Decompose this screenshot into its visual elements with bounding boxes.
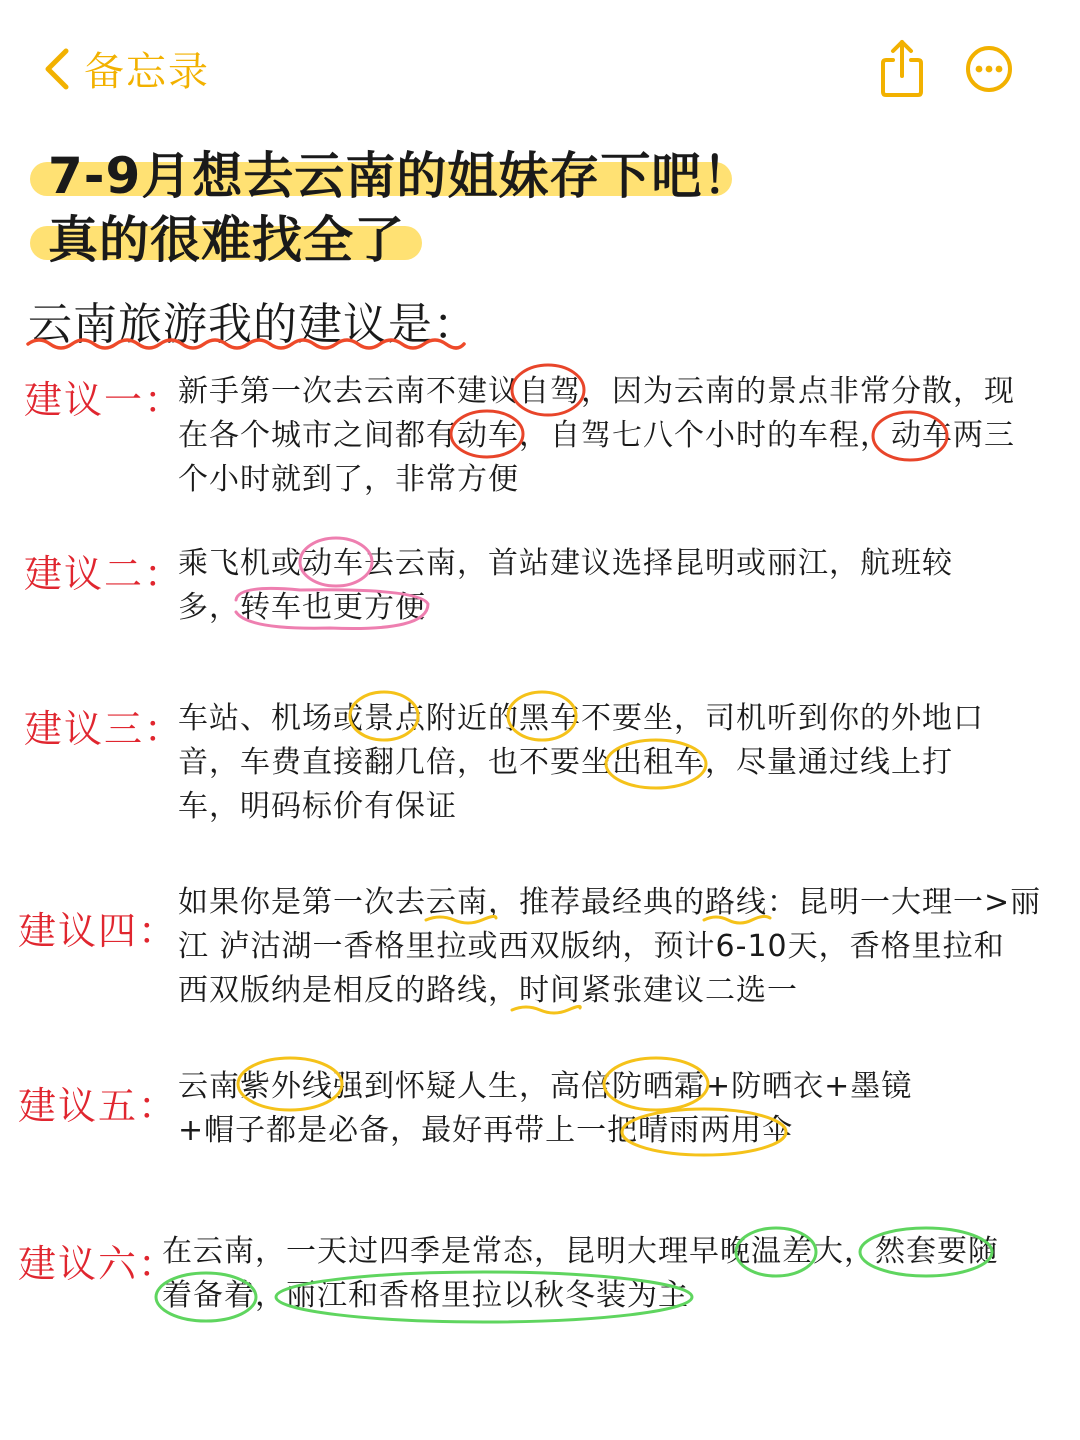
tip-3-line-3: 车，明码标价有保证 xyxy=(178,789,457,824)
more-icon[interactable] xyxy=(964,44,1014,94)
tip-label-4: 建议四： xyxy=(18,909,179,953)
tip-6-line-2: 着备着，丽江和香格里拉以秋冬装为主 xyxy=(162,1278,689,1313)
tip-label-6: 建议六： xyxy=(18,1242,179,1286)
tip-1-line-1: 新手第一次去云南不建议自驾，因为云南的景点非常分散，现 xyxy=(178,374,1015,409)
title-line-1: 7-9月想去云南的姐妹存下吧！ xyxy=(48,147,754,205)
tip-4-line-2: 江 泸沽湖一香格里拉或西双版纳，预计6-10天，香格里拉和 xyxy=(178,929,1005,964)
tip-body-6 xyxy=(162,1230,999,1318)
share-icon[interactable] xyxy=(878,38,926,98)
tip-body-3 xyxy=(178,697,984,829)
tip-label-2: 建议二： xyxy=(24,552,185,596)
tip-5-line-2: +帽子都是必备，最好再带上一把晴雨两用伞 xyxy=(178,1113,794,1148)
tip-1-line-3: 个小时就到了，非常方便 xyxy=(178,462,519,497)
tip-3-line-2: 音，车费直接翻几倍，也不要坐出租车，尽量通过线上打 xyxy=(178,745,953,780)
back-button[interactable] xyxy=(40,40,210,97)
tip-label-1: 建议一： xyxy=(24,378,185,422)
tip-label-5: 建议五： xyxy=(18,1084,179,1128)
tip-1-line-2: 在各个城市之间都有动车，自驾七八个小时的车程，动车两三 xyxy=(178,418,1015,453)
tip-body-4 xyxy=(178,881,1041,1013)
tip-2-line-1: 乘飞机或动车去云南，首站建议选择昆明或丽江，航班较 xyxy=(178,546,953,581)
tip-label-3: 建议三： xyxy=(24,707,185,751)
chevron-left-icon xyxy=(40,45,74,93)
tip-2-line-2: 多，转车也更方便 xyxy=(178,590,426,625)
subheading: 云南旅游我的建议是： xyxy=(28,299,478,350)
tip-body-5 xyxy=(178,1065,912,1153)
tip-3-line-1: 车站、机场或景点附近的黑车不要坐，司机听到你的外地口 xyxy=(178,701,984,736)
tip-5-line-1: 云南紫外线强到怀疑人生，高倍防晒霜+防晒衣+墨镜 xyxy=(178,1069,913,1104)
tip-body-2 xyxy=(178,542,953,630)
back-label: 备忘录 xyxy=(84,49,210,95)
tip-6-line-1: 在云南，一天过四季是常态，昆明大理早晚温差大，然套要随 xyxy=(162,1234,999,1269)
tip-4-line-1: 如果你是第一次去云南，推荐最经典的路线：昆明一大理一>丽 xyxy=(178,885,1042,920)
tip-body-1 xyxy=(178,370,1015,502)
tip-4-line-3: 西双版纳是相反的路线，时间紧张建议二选一 xyxy=(178,973,798,1008)
title-line-2: 真的很难找全了 xyxy=(48,211,405,269)
nav-bar xyxy=(0,0,1080,130)
wavy-underline xyxy=(26,335,466,353)
